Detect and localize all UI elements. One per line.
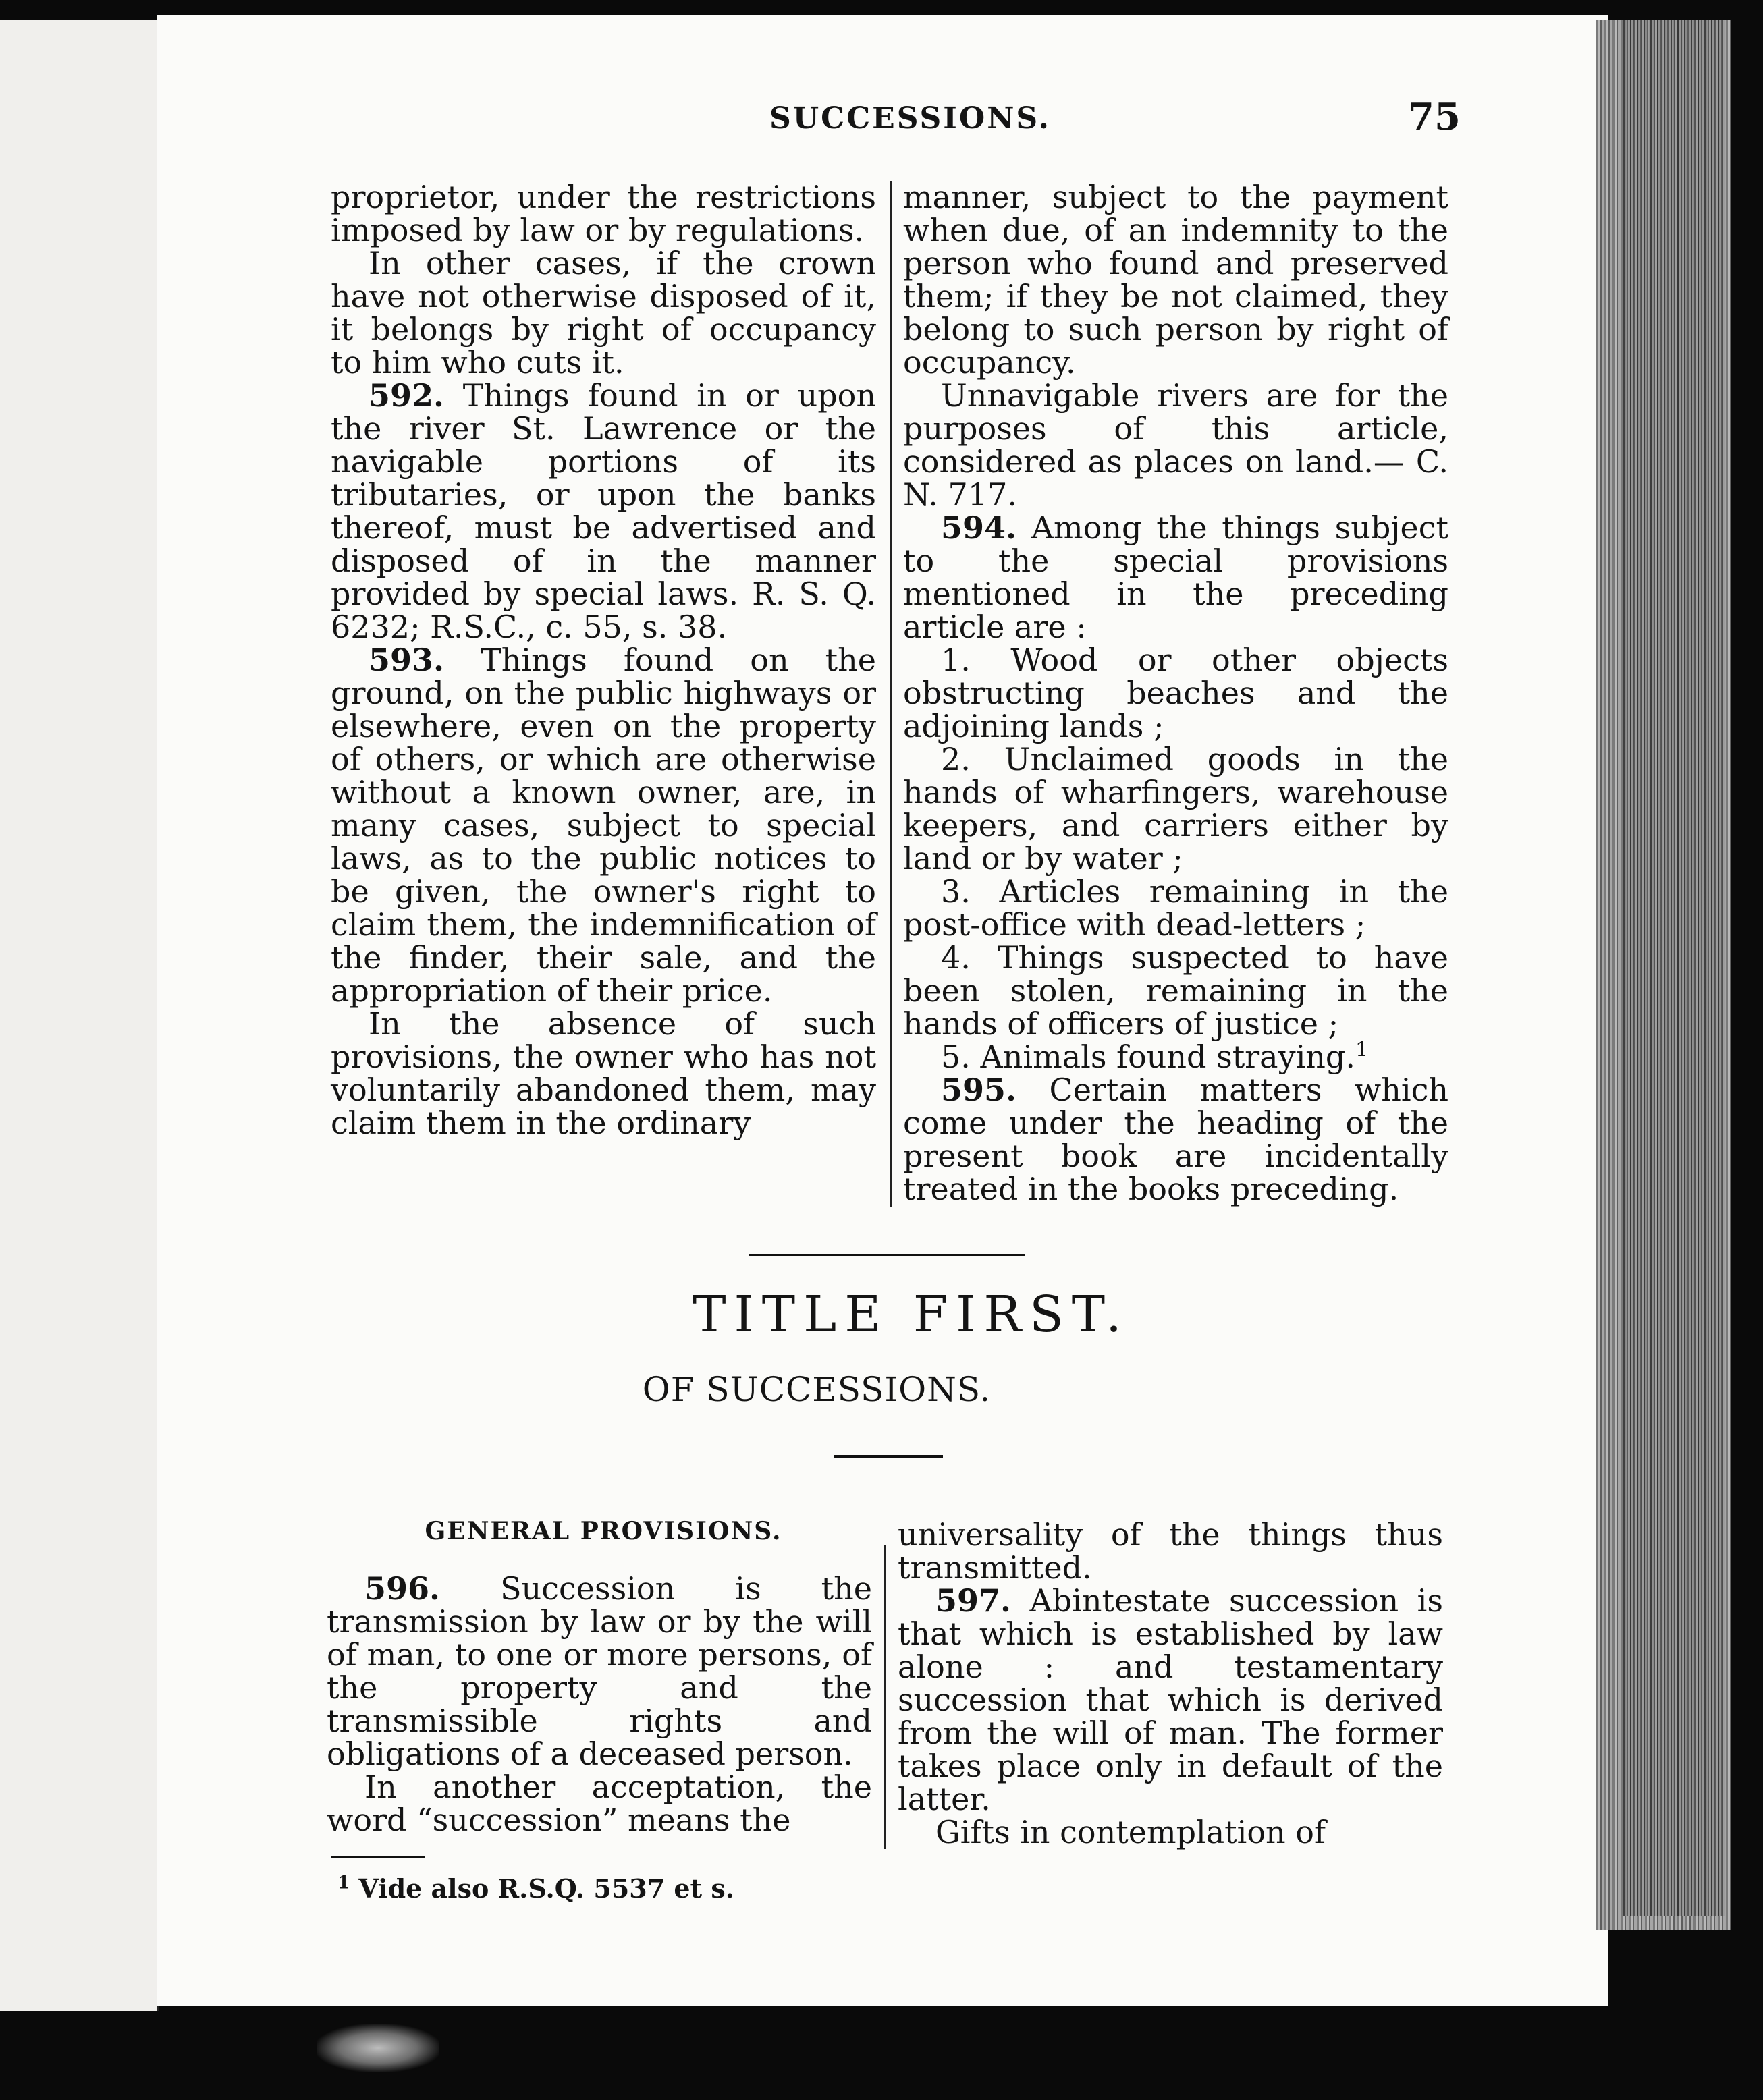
list-item: 2. Unclaimed goods in the hands of wharfingers, warehouse keepers, and carriers either by land or by water ; — [903, 741, 1448, 877]
running-head: SUCCESSIONS. — [769, 101, 1051, 136]
article-number: 596. — [364, 1570, 441, 1607]
article-number: 593. — [369, 642, 445, 678]
list-item: 3. Articles remaining in the post-office with dead-letters ; — [903, 873, 1448, 943]
top-right-column — [903, 181, 1448, 1206]
book-fore-edge-shadow — [1623, 20, 1725, 1916]
list-item: 4. Things suspected to have been stolen, remaining in the hands of officers of justice ; — [903, 939, 1448, 1042]
paragraph: universality of the things thus transmitted. — [898, 1516, 1443, 1586]
article-594: 594. Among the things subject to the special provisions mentioned in the preceding article are : — [903, 509, 1448, 645]
bottom-left-column — [327, 1572, 872, 1837]
scan-smudge — [317, 2024, 439, 2072]
title-subheading: OF SUCCESSIONS. — [642, 1370, 992, 1409]
paragraph: Unnavigable rivers are for the purposes of this article, considered as places on land.— C. N. 717. — [903, 377, 1448, 513]
article-number: 597. — [935, 1582, 1012, 1619]
article-592: 592. Things found in or upon the river St. Lawrence or the navigable portions of its tributaries, or upon the banks thereof, must be advertised and disposed of in the manner provided by special laws. R. S. Q. 6232; R.S.C., c. 55, s. 38. — [331, 377, 876, 645]
paragraph: In the absence of such provisions, the owner who has not voluntarily abandoned them, may claim them in the ordinary — [331, 1005, 876, 1141]
article-number: 592. — [369, 377, 445, 414]
title-rule-lower — [834, 1455, 943, 1458]
column-divider — [884, 1545, 886, 1849]
footnote: $^1$ Vide also R.S.Q. 5537 et s. — [337, 1873, 734, 1904]
bottom-right-column — [898, 1518, 1443, 1849]
footnote-rule — [331, 1856, 425, 1858]
paragraph: manner, subject to the payment when due, of an indemnity to the person who found and preserved them; if they be not claimed, they belong to such person by right of occupancy. — [903, 179, 1448, 381]
article-596: 596. Succession is the transmission by law or by the will of man, to one or more persons, of the property and the transmissible rights and obligations of a deceased person. — [327, 1570, 872, 1772]
paragraph: In other cases, if the crown have not otherwise disposed of it, it belongs by right of occupancy to him who cuts it. — [331, 245, 876, 381]
title-rule-upper — [749, 1254, 1025, 1256]
page-number: 75 — [1408, 94, 1461, 139]
paragraph: proprietor, under the restrictions imposed by law or by regulations. — [331, 179, 876, 248]
footnote-mark: 1 — [337, 1873, 350, 1894]
section-heading: GENERAL PROVISIONS. — [425, 1517, 782, 1545]
paragraph: Gifts in contemplation of — [935, 1814, 1326, 1850]
list-item: 5. Animals found straying.$^1$ — [941, 1038, 1369, 1075]
title-heading: TITLE FIRST. — [693, 1286, 1130, 1344]
paragraph: In another acceptation, the word “succession” means the — [327, 1769, 872, 1838]
article-595: 595. Certain matters which come under the heading of the present book are incidentally treated in the books preceding. — [903, 1072, 1448, 1207]
article-597: 597. Abintestate succession is that which is established by law alone : and testamentary succession that which is derived from the will of man. The former takes place only in default of the latter. — [898, 1582, 1443, 1817]
footnote-reference: 1 — [1355, 1038, 1369, 1062]
article-593: 593. Things found on the ground, on the public highways or elsewhere, even on the property of others, or which are otherwise without a known owner, are, in many cases, subject to special laws, as to the public notices to be given, the owner's right to claim them, the indemnification of the finder, their sale, and the appropriation of their price. — [331, 642, 876, 1009]
article-number: 594. — [941, 509, 1017, 546]
article-number: 595. — [941, 1072, 1017, 1108]
top-left-column — [331, 181, 876, 1140]
column-divider — [890, 181, 892, 1207]
facing-page-edge — [0, 20, 159, 2011]
list-item: 1. Wood or other objects obstructing beaches and the adjoining lands ; — [903, 642, 1448, 744]
